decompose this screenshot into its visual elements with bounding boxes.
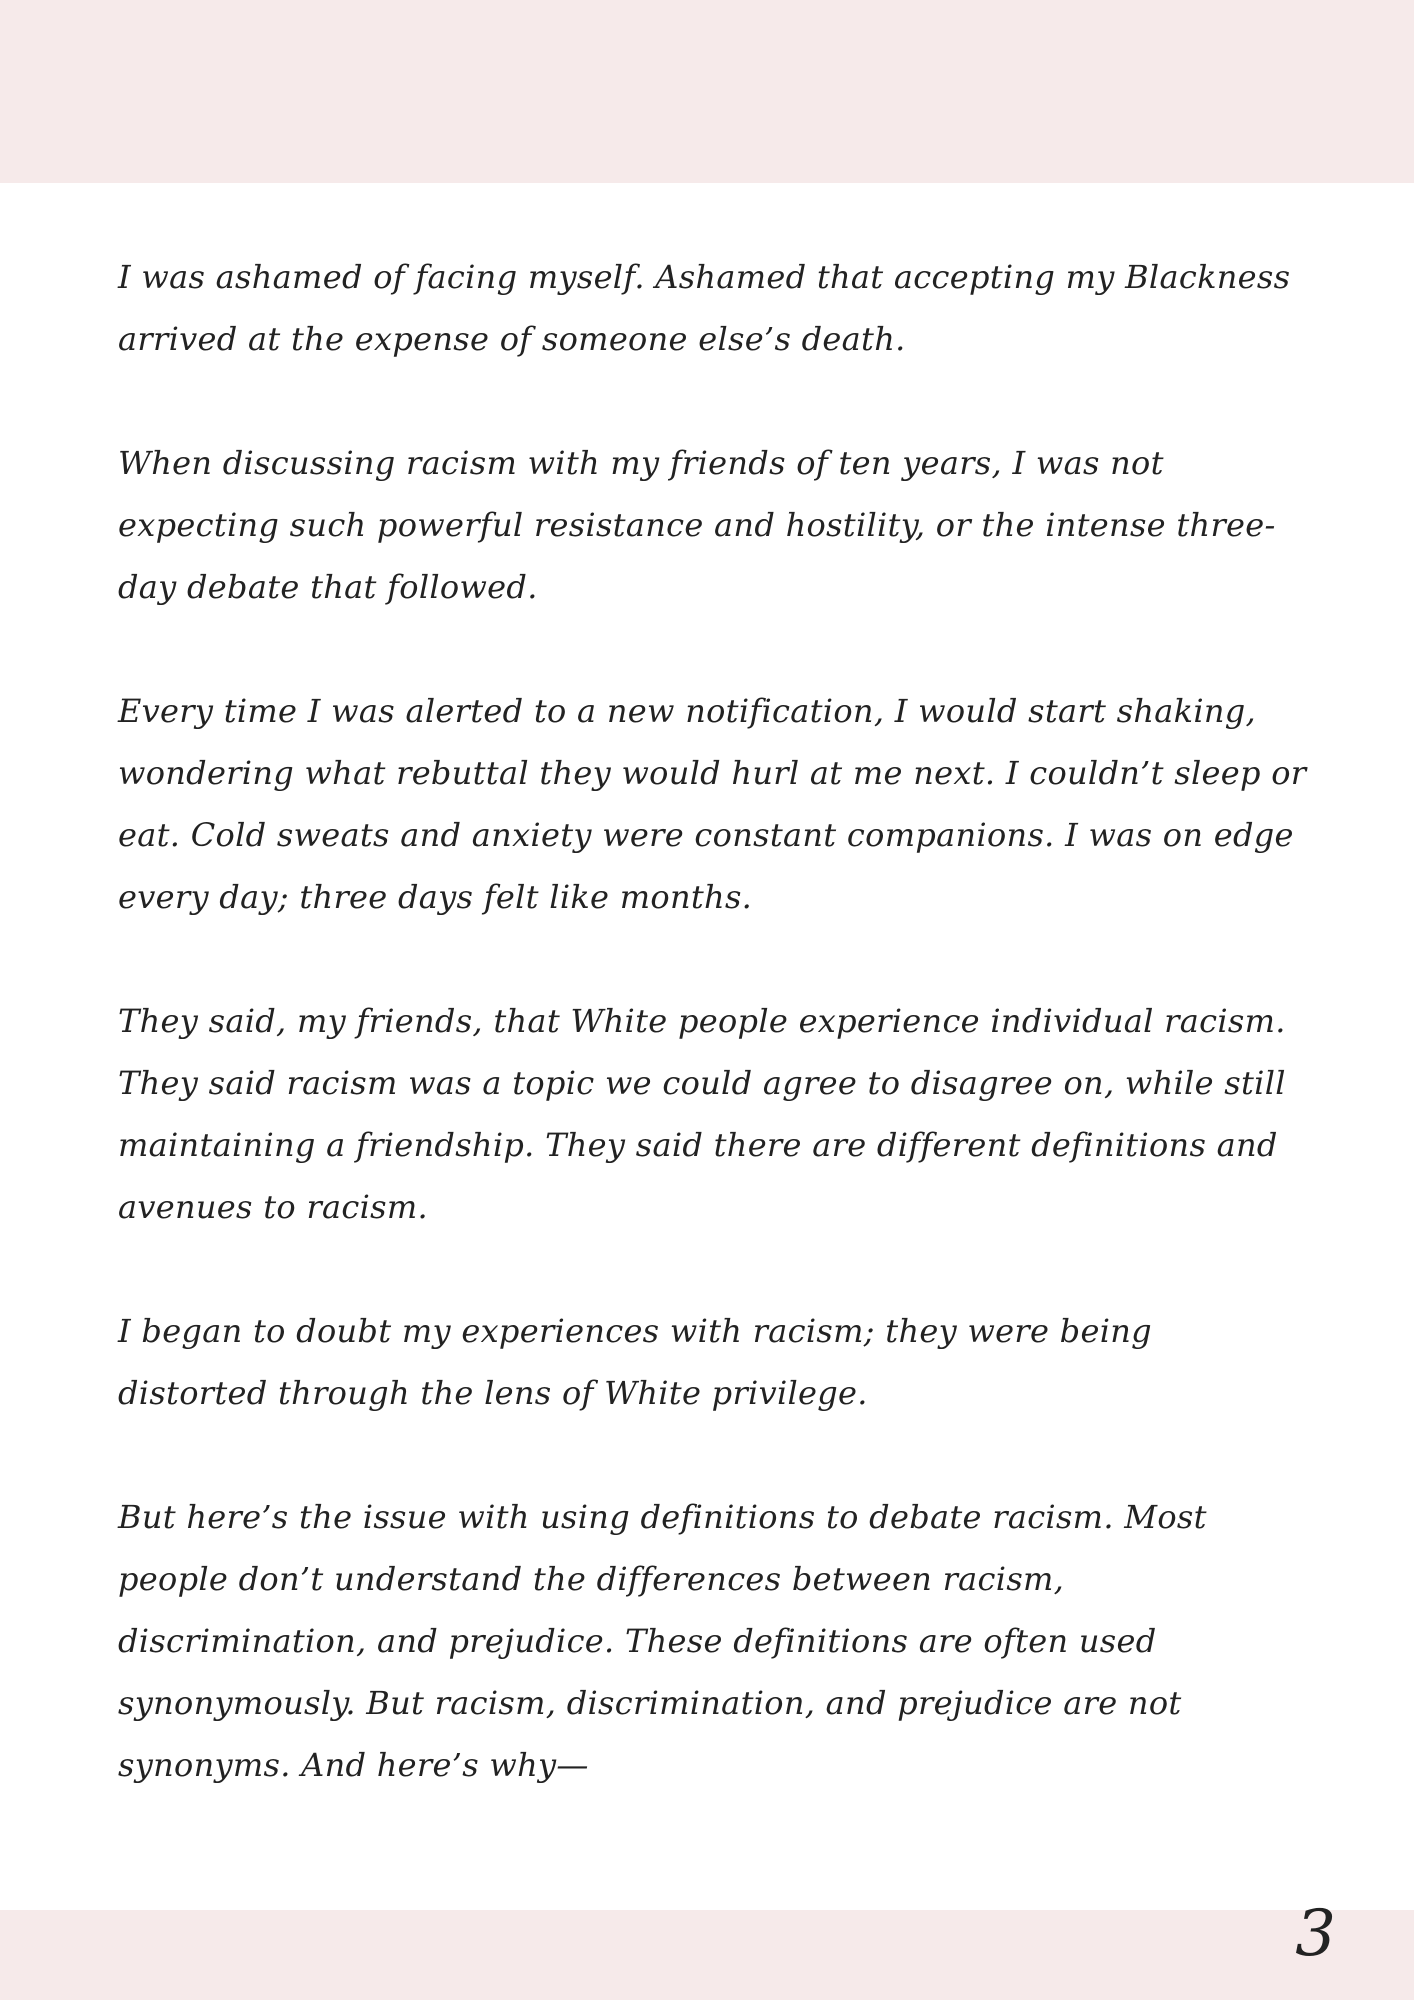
paragraph-definitions: But here’s the issue with using definitions to debate racism. Most people don’t understand the differences between racism, discrimination, and prejudice. These definitions are often used synonymously. But racism, discrimination, and prejudice are not synonyms. And here’s why—: [118, 1498, 1207, 1784]
paragraph-anxiety: Every time I was alerted to a new notification, I would start shaking, wondering what rebuttal they would hurl at me next. I couldn’t sleep or eat. Cold sweats and anxiety were constant companions. I was on edge every day; three days felt like months.: [118, 692, 1307, 916]
page-number: 3: [1295, 1897, 1336, 1971]
paragraph-debate: When discussing racism with my friends of ten years, I was not expecting such powerful resistance and hostility, or the intense three-day debate that followed.: [118, 444, 1276, 606]
footer-band: [0, 1910, 1414, 2000]
paragraph-friends-said: They said, my friends, that White people experience individual racism. They said racism was a topic we could agree to disagree on, while still maintaining a friendship. They said there are different definitions and avenues to racism.: [118, 1002, 1286, 1226]
body-text: [118, 246, 1308, 1858]
paragraph-doubt: I began to doubt my experiences with racism; they were being distorted through the lens of White privilege.: [118, 1312, 1152, 1412]
header-band: [0, 0, 1414, 183]
paragraph-shame: I was ashamed of facing myself. Ashamed that accepting my Blackness arrived at the expense of someone else’s death.: [118, 258, 1291, 358]
